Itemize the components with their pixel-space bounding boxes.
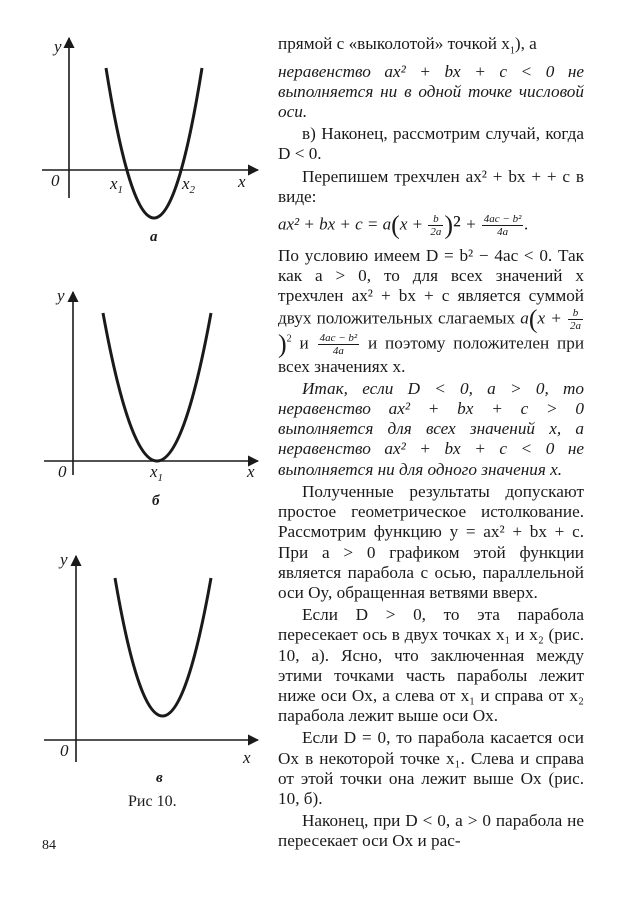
fraction-b-2a-inline: $\frac{b}{2a}$ [570,306,582,332]
para-geometric: Полученные результаты допускают простое геометрическое истолкование. Рассмотрим функцию y = ax² + bx + c. При a > 0 графиком этой функции является парабола с осью, параллельной оси Oy, обращенная ветвями вверх. [278,481,584,602]
y-label-b: y [57,286,65,305]
y-label-c: y [60,550,68,569]
fraction-discriminant: $\frac{\text{4ac − b²}}{4a}$ [483,213,522,239]
parabola-c [115,578,211,716]
origin-label-b: 0 [58,462,67,481]
figure-a [42,37,258,245]
caption-c: в [156,770,163,786]
figure-c [44,550,258,786]
caption-a: а [150,229,158,245]
para-continuation-2: неравенство ax² + bx + c < 0 не выполняется ни в одной точке числовой оси. [278,61,584,122]
text-column [278,34,584,852]
para-case-c: в) Наконец, рассмотрим случай, когда D < 0. [278,124,584,164]
root-x1-label-a: $x_1$ [110,174,124,196]
x-label-c: x [243,748,251,767]
y-label-a: y [54,37,62,56]
origin-label-c: 0 [60,741,69,760]
fraction-b-2a: $\frac{b}{2a}$ [430,213,442,239]
page-number: 84 [42,838,56,853]
formula-completing-square: ax² + bx + c = a(x + $\frac{b}{2a}$ )² + $\frac{\text{4ac − b²}}{4a}$ . [278,210,529,240]
para-condition: По условию имеем D = b² − 4ac < 0. Так как a > 0, то для всех значений x трехчлен ax² + bx + c является суммой двух положительных слагаемых a(x + $\frac{b}{2a}$ )$^2$ и $\frac{\text{4ac − b²}}{4a}$ и поэтому положителен при всех значениях x. [278,246,585,376]
para-d-zero: Если D = 0, то парабола касается оси Ox в некоторой точке x₁. Слева и справа от этой точки она лежит выше Ox (рис. 10, б). [278,728,584,808]
para-d-positive: Если D > 0, то эта парабола пересекает ось в двух точках x₁ и x₂ (рис. 10, а). Ясно, что заключенная между этими точками часть параболы лежит ниже оси Ox, а слева от x₁ и справа от x₂ парабола лежит выше оси Ox. [278,605,584,726]
para-rewrite: Перепишем трехчлен ax² + bx + + c в виде: [278,166,584,206]
para-d-negative: Наконец, при D < 0, a > 0 парабола не пересекает оси Ox и рас- [278,811,584,851]
caption-b: б [152,493,160,509]
x-label-a: x [238,172,246,191]
para-conclusion: Итак, если D < 0, a > 0, то неравенство ax² + bx + c > 0 выполняется для всех значений x, а неравенство ax² + bx + c < 0 не выполняется ни для одного значения x. [278,378,584,479]
parabola-b [103,313,211,461]
figure-caption: Рис 10. [128,793,177,810]
para-continuation-1: прямой с «выколотой» точкой $x_1$), а [278,34,537,57]
figure-b [44,286,258,509]
x-label-b: x [247,462,255,481]
root-x2-label-a: $x_2$ [182,174,196,196]
fraction-discriminant-inline: $\frac{\text{4ac − b²}}{4a}$ [319,331,358,357]
origin-label-a: 0 [51,171,60,190]
root-x1-label-b: $x_1$ [150,462,164,484]
